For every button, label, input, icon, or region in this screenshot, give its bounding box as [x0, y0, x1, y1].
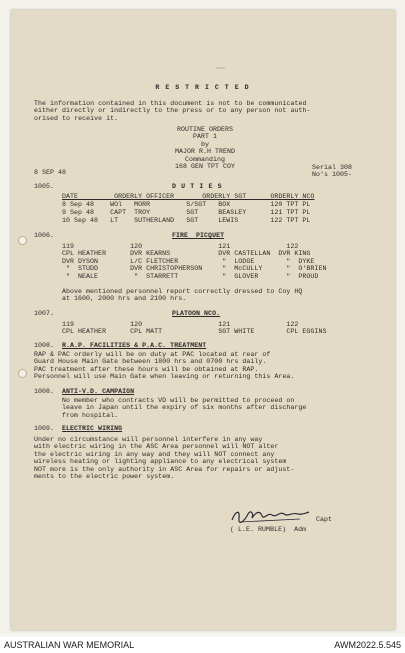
- section-1007-number: 1007.: [34, 310, 55, 317]
- section-1009-text: Under no circumstance will personnel interfere in any way with electric wiring in the ASC Area personnel will NOT alter the electric wiring in any way and they will NOT connect any wireless heating or lighting appliance to any electrical system NOT more is the only authority in ASC Area for repairs or adjust- ments to the electric power system.: [34, 436, 295, 481]
- section-1008-number: 1008.: [34, 342, 55, 349]
- confidentiality-notice: The information contained in this document is not to be communicated either directly or indirectly to the press or to any person not auth- orised to receive it.: [34, 100, 311, 122]
- order-date: 8 SEP 48: [34, 169, 67, 176]
- punch-hole-top: [18, 236, 27, 245]
- section-1009-title: ELECTRIC WIRING: [62, 425, 123, 432]
- footer-source: AUSTRALIAN WAR MEMORIAL: [4, 640, 135, 650]
- section-1008-title: R.A.P. FACILITIES & P.A.C. TREATMENT: [62, 342, 207, 349]
- platoon-nco-roster: 119 120 121 122 CPL HEATHER CPL MATT SGT WHITE CPL EGGINS: [62, 321, 327, 336]
- section-1009-number: 1009.: [34, 425, 55, 432]
- section-1006-title: FIRE PICQUET: [172, 232, 225, 239]
- punch-hole-bottom: [18, 369, 27, 378]
- duties-row: 9 Sep 48 CAPT TROY SGT BEASLEY 121 TPT PL: [62, 209, 311, 216]
- fire-picquet-roster: 119 120 121 122 CPL HEATHER DVR KEARNS DVR CASTELLAN DVR KING DVR DYSON L/C FLETCHER " LODGE " DYKE " STUDD DVR CHRISTOPHERSON " McCULLY " O'BRIEN " NEALE " STARRETT " GLOVER " PROUD: [62, 243, 327, 280]
- fire-picquet-note: Above mentioned personnel report correctly dressed to Coy HQ at 1600, 2000 hrs and 2100 hrs.: [62, 288, 303, 303]
- section-1005-number: 1005.: [34, 183, 55, 190]
- signature-rank: Capt: [316, 516, 333, 523]
- section-1006-number: 1006.: [34, 232, 55, 239]
- duties-headers: DATE ORDERLY OFFICER ORDERLY SGT ORDERLY NCO: [62, 193, 315, 200]
- footer-accession-number: AWM2022.5.545: [334, 640, 401, 650]
- handwritten-signature: [230, 506, 310, 526]
- section-1008b-text: No member who contracts VD will be permitted to proceed on leave in Japan until the expiry of six months after discharge from hospital.: [62, 397, 307, 419]
- classification: R E S T R I C T E D: [155, 84, 250, 91]
- section-1007-title: PLATOON NCO.: [172, 310, 221, 317]
- signature-name: ( L.E. RUMBLE) Adm: [230, 526, 307, 533]
- section-1005-title: D U T I E S: [172, 183, 223, 190]
- section-1008-text: RAP & PAC orderly will be on duty at PAC located at rear of Guard House Main Gate between 1800 hrs and 0700 hrs daily. PAC treatment after these hours will be obtained at RAP. Personnel will use Main Gate when leaving or returning this Area.: [34, 351, 295, 381]
- section-1008b-title: ANTI-V.D. CAMPAIGN: [62, 388, 135, 395]
- duties-row: 8 Sep 48 WOl MORR S/SGT BOX 120 TPT PL: [62, 201, 311, 208]
- serial-number: Serial 308 No's 1005-: [312, 164, 353, 179]
- section-1008b-number: 1008.: [34, 388, 55, 395]
- footer-bar: [0, 637, 405, 653]
- duties-row: 10 Sep 48 LT SUTHERLAND SGT LEWIS 122 TPT PL: [62, 217, 311, 224]
- orders-heading: ROUTINE ORDERS PART 1 by MAJOR R.H TREND Commanding 168 GEN TPT COY: [174, 126, 236, 171]
- faint-stamp: ~~~: [216, 66, 226, 72]
